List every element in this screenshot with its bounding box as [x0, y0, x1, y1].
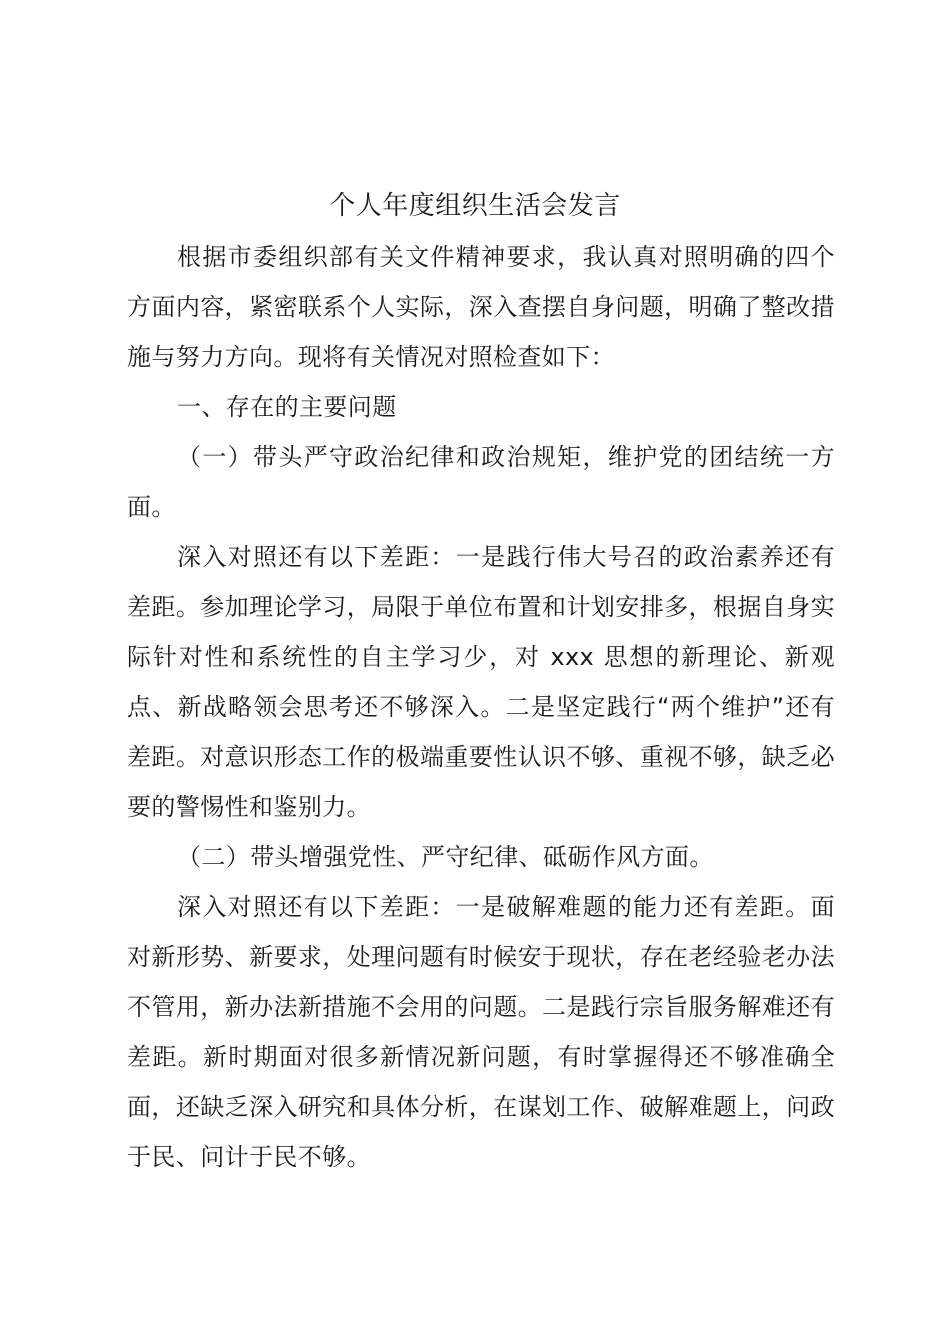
subsection-1-body: 深入对照还有以下差距：一是践行伟大号召的政治素养还有差距。参加理论学习，局限于单位布置和计划安排多，根据自身实际针对性和系统性的自主学习少，对 xxx 思想的新理论、新观点、新战略领会思考还不够深入。二是坚定践行“两个维护”还有差距。对意识形态工作的极端重要性认识不够、重视不够，缺乏必要的警惕性和鉴别力。 [127, 543, 835, 821]
subsection-heading-1: （一）带头严守政治纪律和政治规矩，维护党的团结统一方面。 [127, 443, 835, 521]
document-title: 个人年度组织生活会发言 [329, 191, 621, 221]
subsection-2-body: 深入对照还有以下差距：一是破解难题的能力还有差距。面对新形势、新要求，处理问题有时候安于现状，存在老经验老办法不管用，新办法新措施不会用的问题。二是践行宗旨服务解难还有差距。新时期面对很多新情况新问题，有时掌握得还不够准确全面，还缺乏深入研究和具体分析，在谋划工作、破解难题上，问政于民、问计于民不够。 [127, 893, 835, 1171]
subsection-heading-2: （二）带头增强党性、严守纪律、砥砺作风方面。 [177, 843, 714, 871]
intro-paragraph: 根据市委组织部有关文件精神要求，我认真对照明确的四个方面内容，紧密联系个人实际，深入查摆自身问题，明确了整改措施与努力方向。现将有关情况对照检查如下： [127, 243, 835, 371]
section-heading-problems: 一、存在的主要问题 [177, 393, 397, 421]
